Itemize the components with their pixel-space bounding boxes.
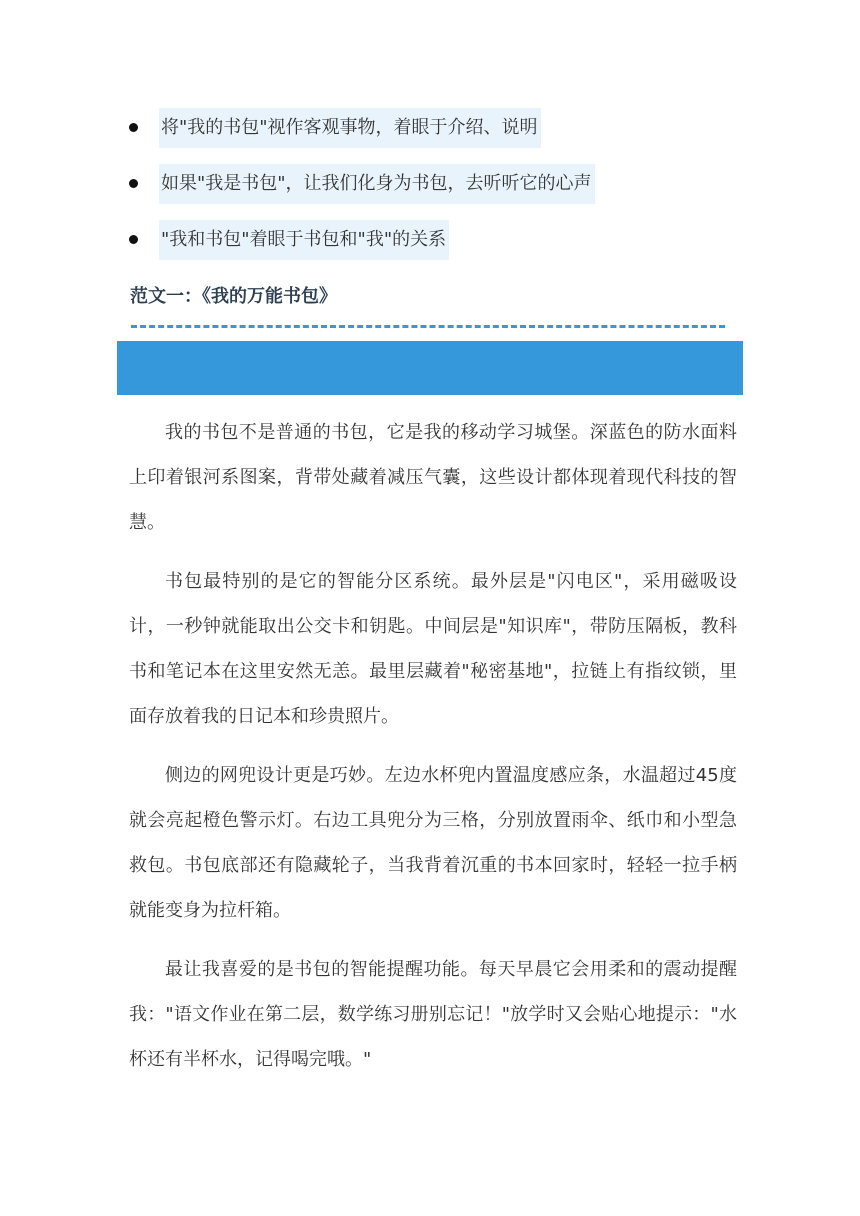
paragraph: 侧边的网兜设计更是巧妙。左边水杯兜内置温度感应条，水温超过45度就会亮起橙色警示灯。右边工具兜分为三格，分别放置雨伞、纸巾和小型急救包。书包底部还有隐藏轮子，当我背着沉重的书本回家时，轻轻一拉手柄就能变身为拉杆箱。: [129, 765, 737, 921]
bullet-dot-icon: [129, 179, 138, 188]
article-body: [129, 410, 737, 1096]
bullet-list: [129, 108, 729, 276]
blue-banner: [117, 341, 743, 395]
list-item: [129, 164, 729, 204]
bullet-dot-icon: [129, 235, 138, 244]
section-title: 范文一：《我的万能书包》: [130, 286, 337, 307]
bullet-text: 如果"我是书包"，让我们化身为书包，去听听它的心声: [159, 164, 595, 204]
bullet-text: "我和书包"着眼于书包和"我"的关系: [159, 220, 449, 260]
dashed-divider: [131, 325, 725, 328]
paragraph: 书包最特别的是它的智能分区系统。最外层是"闪电区"，采用磁吸设计，一秒钟就能取出公交卡和钥匙。中间层是"知识库"，带防压隔板，教科书和笔记本在这里安然无恙。最里层藏着"秘密基地"，拉链上有指纹锁，里面存放着我的日记本和珍贵照片。: [129, 571, 737, 727]
bullet-text: 将"我的书包"视作客观事物，着眼于介绍、说明: [159, 108, 541, 148]
list-item: [129, 108, 729, 148]
bullet-dot-icon: [129, 123, 138, 132]
paragraph: 我的书包不是普通的书包，它是我的移动学习城堡。深蓝色的防水面料上印着银河系图案，背带处藏着减压气囊，这些设计都体现着现代科技的智慧。: [129, 422, 737, 533]
paragraph: 最让我喜爱的是书包的智能提醒功能。每天早晨它会用柔和的震动提醒我："语文作业在第二层，数学练习册别忘记！"放学时又会贴心地提示："水杯还有半杯水，记得喝完哦。": [129, 959, 737, 1070]
list-item: [129, 220, 729, 260]
